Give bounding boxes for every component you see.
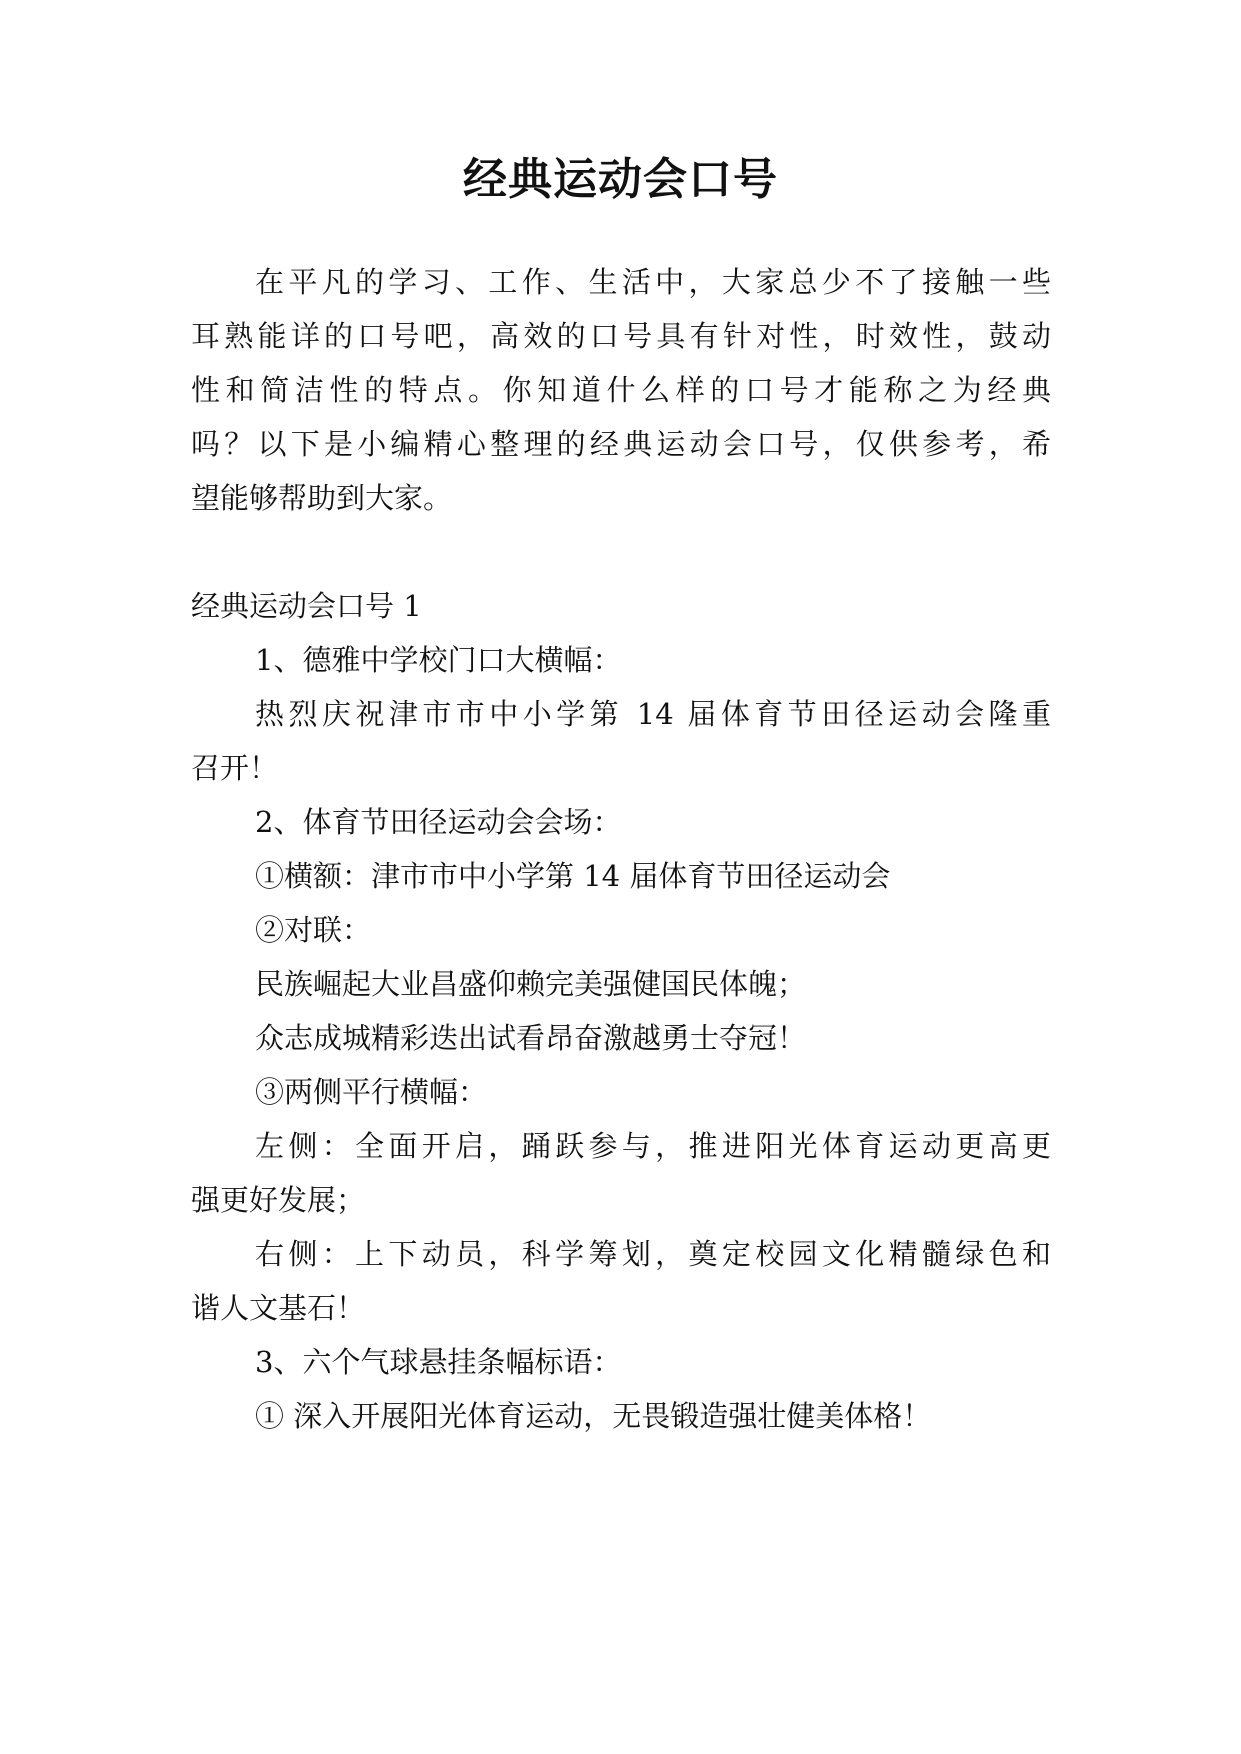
item-2-couplet-label: ②对联： — [255, 913, 372, 947]
intro-line-4: 吗？以下是小编精心整理的经典运动会口号，仅供参考，希 — [191, 427, 1051, 461]
left-banner-line-1: 左侧：全面开启，踊跃参与，推进阳光体育运动更高更 — [255, 1129, 1051, 1163]
item-1-text-line-1: 热烈庆祝津市市中小学第 14 届体育节田径运动会隆重 — [255, 697, 1051, 731]
intro-line-3: 性和简洁性的特点。你知道什么样的口号才能称之为经典 — [191, 373, 1051, 407]
item-3-slogan-1: ① 深入开展阳光体育运动，无畏锻造强壮健美体格！ — [255, 1399, 932, 1433]
intro-line-2: 耳熟能详的口号吧，高效的口号具有针对性，时效性，鼓动 — [191, 319, 1051, 353]
item-2-banner: ①横额：津市市中小学第 14 届体育节田径运动会 — [255, 859, 891, 893]
intro-line-1: 在平凡的学习、工作、生活中，大家总少不了接触一些 — [255, 265, 1051, 299]
item-3-label: 3、六个气球悬挂条幅标语： — [255, 1345, 622, 1379]
item-1-text-line-2: 召开！ — [191, 751, 279, 785]
item-2-side-banners-label: ③两侧平行横幅： — [255, 1075, 488, 1109]
document-title: 经典运动会口号 — [463, 154, 778, 205]
right-banner-line-1: 右侧：上下动员，科学筹划，奠定校园文化精髓绿色和 — [255, 1237, 1051, 1271]
section-heading: 经典运动会口号 1 — [191, 589, 422, 623]
right-banner-line-2: 谐人文基石！ — [191, 1291, 366, 1325]
item-2-label: 2、体育节田径运动会会场： — [255, 805, 622, 839]
item-1-label: 1、德雅中学校门口大横幅： — [255, 643, 622, 677]
couplet-line-2: 众志成城精彩迭出试看昂奋激越勇士夺冠！ — [255, 1021, 807, 1055]
left-banner-line-2: 强更好发展； — [191, 1183, 366, 1217]
couplet-line-1: 民族崛起大业昌盛仰赖完美强健国民体魄； — [255, 967, 807, 1001]
intro-line-5: 望能够帮助到大家。 — [191, 481, 453, 515]
